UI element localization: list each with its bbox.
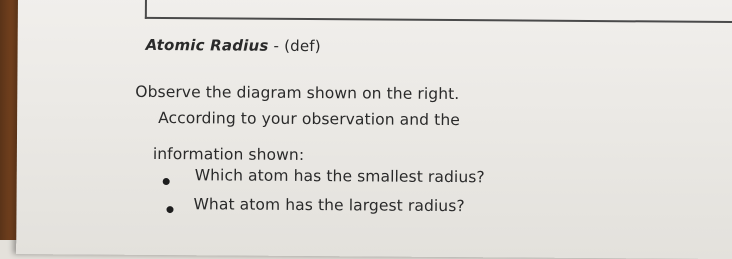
context-text-line-2: information shown: xyxy=(152,144,305,165)
slide-frame-border xyxy=(145,0,732,23)
worksheet-page xyxy=(16,0,732,259)
question-item: What atom has the largest radius? xyxy=(193,195,465,216)
title-suffix: - (def) xyxy=(268,36,321,56)
bullet-point xyxy=(163,178,170,185)
section-title xyxy=(146,36,321,55)
instruction-text: Observe the diagram shown on the right. xyxy=(135,82,460,104)
context-text-line-1: According to your observation and the xyxy=(158,108,460,130)
bullet-point xyxy=(166,206,173,213)
title-term: Atomic Radius xyxy=(145,35,269,55)
question-item: Which atom has the smallest radius? xyxy=(194,166,485,187)
